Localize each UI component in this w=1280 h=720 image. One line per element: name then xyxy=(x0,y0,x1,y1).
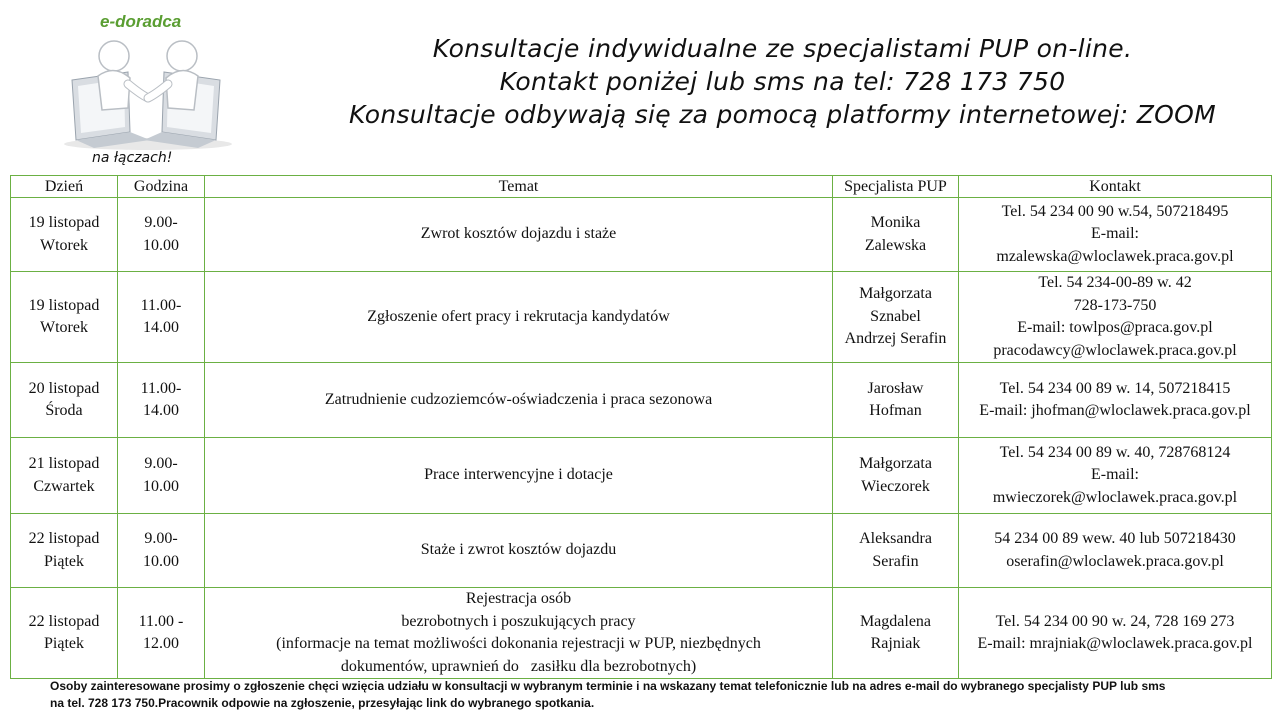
topic-cell xyxy=(205,514,833,588)
table-row xyxy=(11,438,1272,514)
cell-line: Wtorek xyxy=(40,236,88,254)
hour-cell xyxy=(118,272,205,363)
heading-line-2: Kontakt poniżej lub sms na tel: 728 173 750 xyxy=(499,67,1066,96)
day-cell xyxy=(11,272,118,363)
specialist-cell xyxy=(833,514,959,588)
cell-line: dokumentów, uprawnień do zasiłku dla bezrobotnych) xyxy=(340,657,697,675)
cell-line: Tel. 54 234-00-89 w. 42 xyxy=(1038,274,1192,291)
logo-title: e-doradca xyxy=(100,12,182,31)
footer-line-1: Osoby zainteresowane prosimy o zgłoszenie chęci wzięcia udziału w konsultacji w wybranym terminie i na wskazany temat telefonicznie lub na adres e-mail do wybranego specjalisty PUP lub sms xyxy=(50,679,1166,693)
cell-line: 9.00- xyxy=(144,214,178,231)
logo-caption: na łączach! xyxy=(92,150,173,166)
contact-cell xyxy=(959,438,1272,514)
contact-cell xyxy=(959,514,1272,588)
cell-line: E-mail: mrajniak@wloclawek.praca.gov.pl xyxy=(977,635,1253,652)
specialist-cell xyxy=(833,198,959,272)
cell-line: 10.00 xyxy=(143,236,179,254)
table-row xyxy=(11,588,1272,679)
cell-line: (informacje na temat możliwości dokonania rejestracji w PUP, niezbędnych xyxy=(276,635,761,652)
cell-line: 10.00 xyxy=(143,552,179,570)
table-row xyxy=(11,363,1272,438)
cell-line: Piątek xyxy=(44,635,84,652)
cell-line: Małgorzata xyxy=(859,285,932,303)
cell-line: 19 listopad xyxy=(28,296,100,314)
hour-cell xyxy=(118,363,205,438)
cell-line: Zwrot kosztów dojazdu i staże xyxy=(420,225,617,243)
cell-line: pracodawcy@wloclawek.praca.gov.pl xyxy=(993,341,1237,359)
specialist-cell xyxy=(833,272,959,363)
hour-cell xyxy=(118,588,205,679)
cell-line: 54 234 00 89 wew. 40 lub 507218430 xyxy=(994,530,1236,547)
cell-line: 11.00- xyxy=(140,296,182,314)
cell-line: 22 listopad xyxy=(28,530,100,547)
cell-line: Tel. 54 234 00 89 w. 40, 728768124 xyxy=(999,443,1231,461)
cell-line: 20 listopad xyxy=(28,379,100,397)
hour-cell xyxy=(118,514,205,588)
contact-cell xyxy=(959,588,1272,679)
cell-line: Sznabel xyxy=(870,307,921,325)
hour-cell xyxy=(118,198,205,272)
day-cell xyxy=(11,198,118,272)
hour-cell xyxy=(118,438,205,514)
cell-line: Staże i zwrot kosztów dojazdu xyxy=(420,541,617,559)
specialist-cell xyxy=(833,588,959,679)
cell-line: Prace interwencyjne i dotacje xyxy=(424,466,613,484)
cell-line: Zalewska xyxy=(864,236,927,254)
table-row xyxy=(11,272,1272,363)
header-contact: Kontakt xyxy=(959,176,1272,198)
day-cell xyxy=(11,588,118,679)
heading-line-3: Konsultacje odbywają się za pomocą platformy internetowej: ZOOM xyxy=(349,100,1216,129)
cell-line: Zgłoszenie ofert pracy i rekrutacja kandydatów xyxy=(367,307,670,325)
table-row xyxy=(11,514,1272,588)
page-heading xyxy=(290,32,1275,131)
day-cell xyxy=(11,438,118,514)
table-header-row xyxy=(11,176,1272,198)
topic-cell xyxy=(205,198,833,272)
cell-line: 9.00- xyxy=(144,530,178,547)
cell-line: 14.00 xyxy=(143,402,179,419)
topic-cell xyxy=(205,588,833,679)
cell-line: E-mail: xyxy=(1091,225,1139,243)
cell-line: Wieczorek xyxy=(861,477,930,495)
cell-line: Rajniak xyxy=(870,635,921,652)
contact-cell xyxy=(959,363,1272,438)
e-doradca-logo xyxy=(58,8,238,170)
cell-line: Środa xyxy=(45,402,83,419)
cell-line: Piątek xyxy=(44,552,84,570)
cell-line: Magdalena xyxy=(859,612,932,630)
cell-line: Andrzej Serafin xyxy=(844,330,947,348)
header-specialist: Specjalista PUP xyxy=(833,176,959,198)
topic-cell xyxy=(205,363,833,438)
cell-line: Tel. 54 234 00 90 w. 24, 728 169 273 xyxy=(995,612,1235,630)
cell-line: Hofman xyxy=(869,402,922,419)
cell-line: Serafin xyxy=(872,552,919,570)
cell-line: Małgorzata xyxy=(859,455,932,472)
cell-line: Jarosław xyxy=(867,379,924,397)
footer-line-2: na tel. 728 173 750.Pracownik odpowie na zgłoszenie, przesyłając link do wybranego spotkania. xyxy=(50,696,595,710)
cell-line: E-mail: xyxy=(1091,466,1139,484)
cell-line: mwieczorek@wloclawek.praca.gov.pl xyxy=(992,488,1238,506)
topic-cell xyxy=(205,438,833,514)
specialist-cell xyxy=(833,363,959,438)
cell-line: oserafin@wloclawek.praca.gov.pl xyxy=(1006,552,1224,570)
contact-cell xyxy=(959,272,1272,363)
cell-line: 11.00 - xyxy=(138,612,184,630)
cell-line: Tel. 54 234 00 90 w.54, 507218495 xyxy=(1001,202,1229,220)
cell-line: Aleksandra xyxy=(859,530,932,547)
cell-line: E-mail: towlpos@praca.gov.pl xyxy=(1017,319,1213,336)
day-cell xyxy=(11,363,118,438)
contact-cell xyxy=(959,198,1272,272)
cell-line: Wtorek xyxy=(40,319,88,336)
table-row xyxy=(11,198,1272,272)
cell-line: Czwartek xyxy=(33,477,95,495)
header-hour: Godzina xyxy=(118,176,205,198)
cell-line: E-mail: jhofman@wloclawek.praca.gov.pl xyxy=(979,402,1251,419)
cell-line: 21 listopad xyxy=(28,455,100,472)
heading-line-1: Konsultacje indywidualne ze specjalistami PUP on-line. xyxy=(432,34,1133,63)
cell-line: Monika xyxy=(870,214,921,231)
handshake-illustration-icon xyxy=(58,32,238,150)
consultation-schedule-table xyxy=(10,175,1272,679)
specialist-cell xyxy=(833,438,959,514)
cell-line: Tel. 54 234 00 89 w. 14, 507218415 xyxy=(999,379,1231,397)
header-topic: Temat xyxy=(205,176,833,198)
cell-line: mzalewska@wloclawek.praca.gov.pl xyxy=(996,247,1234,265)
cell-line: Zatrudnienie cudzoziemców-oświadczenia i praca sezonowa xyxy=(324,390,713,408)
cell-line: 12.00 xyxy=(143,635,179,652)
cell-line: 728-173-750 xyxy=(1073,296,1157,314)
cell-line: 19 listopad xyxy=(28,214,100,231)
footer-note xyxy=(50,678,1270,712)
cell-line: bezrobotnych i poszukujących pracy xyxy=(401,612,636,630)
cell-line: 22 listopad xyxy=(28,612,100,630)
topic-cell xyxy=(205,272,833,363)
cell-line: 9.00- xyxy=(144,455,178,472)
cell-line: 11.00- xyxy=(140,379,182,397)
day-cell xyxy=(11,514,118,588)
header-day: Dzień xyxy=(11,176,118,198)
cell-line: 10.00 xyxy=(143,477,179,495)
cell-line: Rejestracja osób xyxy=(465,590,572,607)
cell-line: 14.00 xyxy=(143,319,179,336)
